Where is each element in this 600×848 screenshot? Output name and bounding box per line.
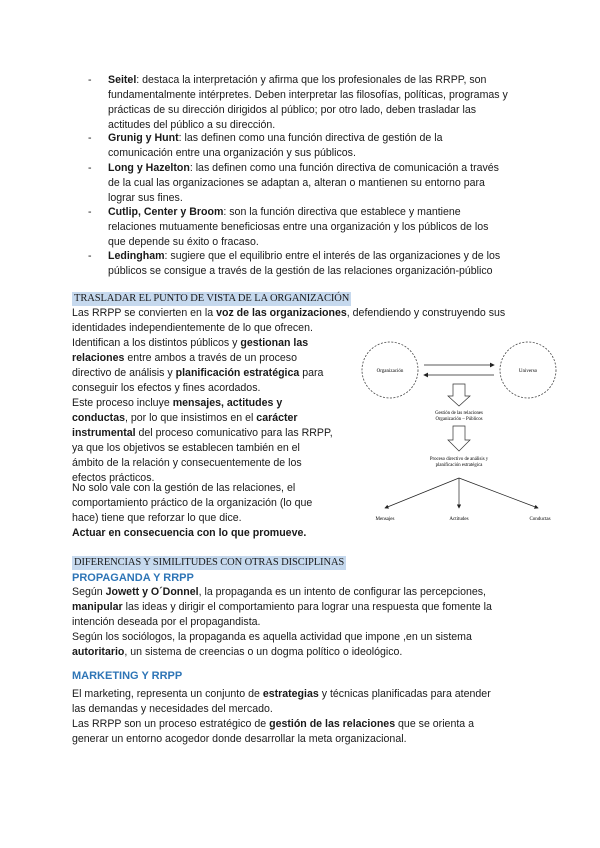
bullet-ledingham: - Ledingham: sugiere que el equilibrio entre el interés de las organizaciones y de los públicos se consigue a través de la gestión de las relaciones organización-público bbox=[88, 250, 501, 277]
bullet-grunig-hunt: - Grunig y Hunt: las definen como una función directiva de gestión de la comunicación entre una organización y sus públicos. bbox=[88, 132, 443, 159]
arrow-to-conductas bbox=[459, 478, 538, 508]
paragraph-voz: Las RRPP se convierten en la voz de las organizaciones, defendiendo y construyendo sus identidades independientemente de lo que ofrecen. bbox=[72, 307, 506, 334]
subheading-marketing: MARKETING Y RRPP bbox=[72, 670, 183, 682]
bullet-long-hazelton: - Long y Hazelton: las definen como una función directiva de comunicación a través de la cual las organizaciones se adaptan a, alteran o mantienen su entorno para lograr sus fines. bbox=[88, 162, 499, 204]
paragraph-proceso: Este proceso incluye mensajes, actitudes y conductas, por lo que insistimos en el carácter instrumental del proceso comunicativo para las RRPP, ya que los objetivos se establecen también en el ámbito de la relación y consecuentemente de los efectos prácticos. bbox=[72, 397, 333, 484]
down-arrow-2 bbox=[448, 426, 470, 451]
output-mensajes: Mensajes bbox=[375, 517, 395, 522]
paragraph-actuar: Actuar en consecuencia con lo que promueve. bbox=[72, 527, 307, 539]
bullet-author: Cutlip, Center y Broom bbox=[108, 206, 224, 218]
output-actitudes: Actitudes bbox=[449, 517, 469, 522]
bullet-author: Seitel bbox=[108, 74, 137, 86]
subheading-propaganda: PROPAGANDA Y RRPP bbox=[72, 572, 194, 584]
paragraph-identifican: Identifican a los distintos públicos y gestionan las relaciones entre ambos a través de un proceso directivo de análisis y planificación estratégica para conseguir los efectos y fines acordados. bbox=[72, 337, 324, 394]
bullet-seitel: - Seitel: destaca la interpretación y afirma que los profesionales de las RRPP, son fundamentalmente intérpretes. Deben interpretar las filosofías, políticas, programas y prácticas de su dirección dirigidos al público; por otro lado, deben trasladar las actitudes del público a su dirección. bbox=[88, 74, 508, 131]
section-heading-trasladar: TRASLADAR EL PUNTO DE VISTA DE LA ORGANIZACIÓN bbox=[74, 293, 350, 304]
organization-label: Organización bbox=[376, 369, 404, 374]
paragraph-sociologos: Según los sociólogos, la propaganda es aquella actividad que impone ,en un sistema autoritario, un sistema de creencias o un dogma político o ideológico. bbox=[72, 631, 472, 658]
bullet-author: Long y Hazelton bbox=[108, 162, 190, 174]
box2-line2: planificación estratégica bbox=[435, 463, 483, 468]
section-heading-diferencias: DIFERENCIAS Y SIMILITUDES CON OTRAS DISCIPLINAS bbox=[74, 557, 345, 568]
box1-line1: Gestión de las relaciones bbox=[435, 411, 483, 416]
paragraph-rrpp-estrategico: Las RRPP son un proceso estratégico de gestión de las relaciones que se orienta a generar un entorno acogedor donde desarrollar la meta organizacional. bbox=[72, 718, 475, 745]
box1-line2: Organización – Públicos bbox=[435, 417, 483, 422]
output-conductas: Conductas bbox=[529, 517, 551, 522]
paragraph-marketing: El marketing, representa un conjunto de estrategias y técnicas planificadas para atender las demandas y necesidades del mercado. bbox=[72, 688, 491, 715]
paragraph-jowett: Según Jowett y O´Donnel, la propaganda es un intento de configurar las percepciones, manipular las ideas y dirigir el comportamiento para lograr una respuesta que fomente la intención deseada por el propagandista. bbox=[72, 586, 492, 628]
bullet-cutlip: - Cutlip, Center y Broom: son la función directiva que establece y mantiene relaciones mutuamente beneficiosas entre una organización y los públicos de los que depende su éxito o fracaso. bbox=[88, 206, 489, 248]
universe-label: Universo bbox=[518, 369, 538, 374]
bullet-author: Ledingham bbox=[108, 250, 165, 262]
arrow-to-mensajes bbox=[385, 478, 459, 508]
bullet-author: Grunig y Hunt bbox=[108, 132, 179, 144]
box2-line1: Proceso directivo de análisis y bbox=[429, 457, 489, 462]
rrpp-process-diagram bbox=[360, 330, 570, 530]
down-arrow-1 bbox=[448, 384, 470, 406]
paragraph-no-solo: No solo vale con la gestión de las relaciones, el comportamiento práctico de la organización (lo que hace) tiene que reforzar lo que dice. bbox=[72, 482, 313, 524]
